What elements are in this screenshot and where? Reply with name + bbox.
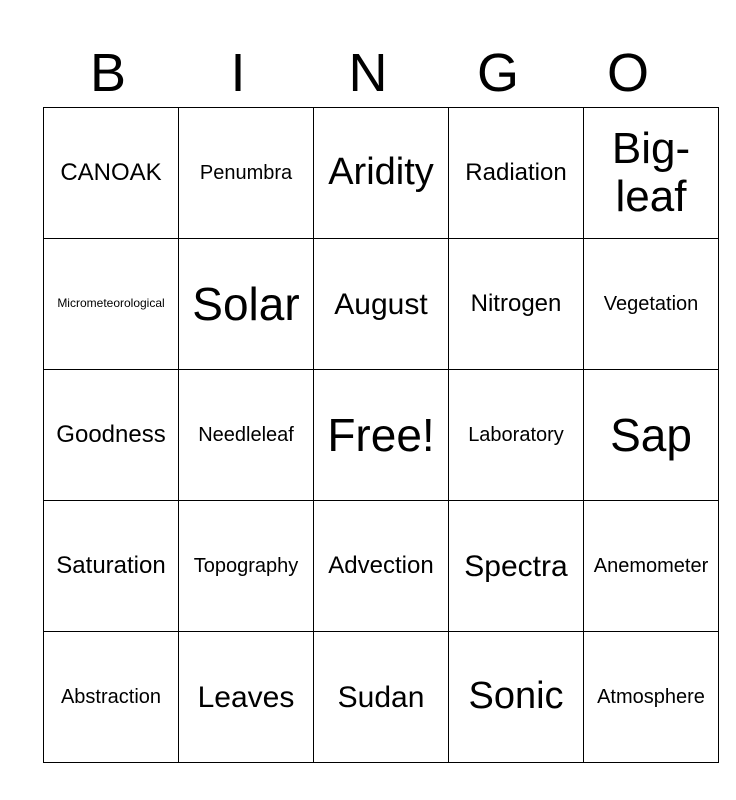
bingo-cell[interactable]: Anemometer [584, 501, 719, 632]
bingo-cell[interactable]: Topography [179, 501, 314, 632]
board-row [44, 501, 719, 632]
bingo-header [43, 40, 693, 106]
bingo-cell[interactable]: Spectra [449, 501, 584, 632]
bingo-cell[interactable]: Abstraction [44, 632, 179, 763]
board-row [44, 239, 719, 370]
bingo-cell[interactable]: Radiation [449, 108, 584, 239]
bingo-cell[interactable]: Sap [584, 370, 719, 501]
header-letter-b: B [89, 43, 127, 103]
board-row [44, 108, 719, 239]
bingo-cell[interactable]: Aridity [314, 108, 449, 239]
bingo-cell[interactable]: Nitrogen [449, 239, 584, 370]
bingo-cell[interactable]: Needleleaf [179, 370, 314, 501]
board-row [44, 370, 719, 501]
bingo-cell[interactable]: Sonic [449, 632, 584, 763]
bingo-cell[interactable]: Advection [314, 501, 449, 632]
bingo-cell[interactable]: August [314, 239, 449, 370]
bingo-cell[interactable]: Micrometeorological [44, 239, 179, 370]
bingo-cell[interactable]: Sudan [314, 632, 449, 763]
bingo-cell[interactable]: Atmosphere [584, 632, 719, 763]
bingo-cell[interactable]: Saturation [44, 501, 179, 632]
bingo-cell[interactable]: Goodness [44, 370, 179, 501]
board-row [44, 632, 719, 763]
bingo-cell[interactable]: CANOAK [44, 108, 179, 239]
free-space-cell[interactable]: Free! [314, 370, 449, 501]
header-letter-n: N [348, 43, 388, 103]
header-letter-o: O [606, 43, 649, 103]
bingo-board [43, 107, 719, 763]
bingo-cell[interactable]: Big-leaf [584, 108, 719, 239]
bingo-cell[interactable]: Laboratory [449, 370, 584, 501]
header-letter-i: I [230, 43, 246, 103]
bingo-cell[interactable]: Solar [179, 239, 314, 370]
header-letter-g: G [476, 43, 519, 103]
bingo-cell[interactable]: Vegetation [584, 239, 719, 370]
bingo-cell[interactable]: Penumbra [179, 108, 314, 239]
bingo-cell[interactable]: Leaves [179, 632, 314, 763]
